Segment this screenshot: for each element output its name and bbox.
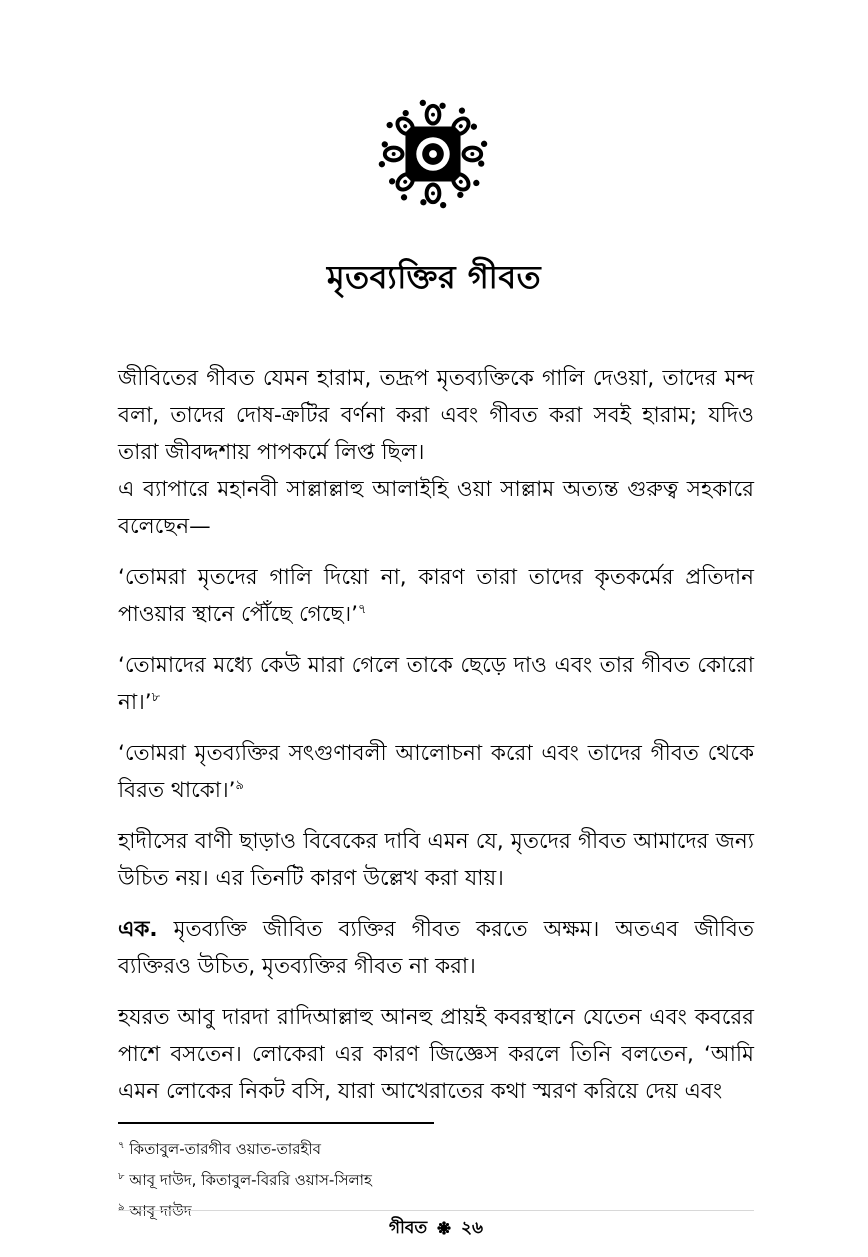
- paragraph: হযরত আবু দারদা রাদিআল্লাহু আনহু প্রায়ই কবরস্থানে যেতেন এবং কবরের পাশে বসতেন। লোকেরা এর কারণ জিজ্ঞেস করলে তিনি বলতেন, ‘আমি এমন লোকের নিকট বসি, যারা আখেরাতের কথা স্মরণ করিয়ে দেয় এবং: [118, 1005, 754, 1104]
- chapter-title: মৃতব্যক্তির গীবত: [326, 258, 542, 296]
- footnote-number: ৮: [118, 1171, 125, 1182]
- footnote-number: ৯: [118, 1202, 125, 1213]
- reason-number: এক.: [118, 917, 158, 942]
- footnote-divider: [118, 1122, 434, 1124]
- floral-ornament-icon: [374, 95, 492, 213]
- page-number: ২৬: [460, 1218, 484, 1238]
- paragraph: জীবিতের গীবত যেমন হারাম, তদ্রূপ মৃতব্যক্তিকে গালি দেওয়া, তাদের মন্দ বলা, তাদের দোষ-ক্রটির বর্ণনা করা এবং গীবত করা সবই হারাম; যদিও তারা জীবদ্দশায় পাপকর্মে লিপ্ত ছিল।: [118, 366, 754, 465]
- body-text: [118, 360, 754, 1110]
- paragraph: [118, 911, 754, 985]
- quote-text: ‘তোমরা মৃতব্যক্তির সৎগুণাবলী আলোচনা করো এবং তাদের গীবত থেকে বিরত থাকো।’: [118, 741, 754, 803]
- hadith-quote: [118, 735, 754, 809]
- paragraph: হাদীসের বাণী ছাড়াও বিবেকের দাবি এমন যে, মৃতদের গীবত আমাদের জন্য উচিত নয়। এর তিনটি কারণ উল্লেখ করা যায়।: [118, 829, 754, 891]
- reason-text: মৃতব্যক্তি জীবিত ব্যক্তির গীবত করতে অক্ষম। অতএব জীবিত ব্যক্তিরও উচিত, মৃতব্যক্তির গীবত না করা।: [118, 917, 754, 979]
- footnote-ref: ৭: [357, 601, 367, 617]
- quote-text: ‘তোমাদের মধ্যে কেউ মারা গেলে তাকে ছেড়ে দাও এবং তার গীবত কোরো না।’: [118, 653, 754, 715]
- footnote-number: ৭: [118, 1140, 125, 1151]
- paragraph: এ ব্যাপারে মহানবী সাল্লাল্লাহু আলাইহি ওয়া সাল্লাম অত্যন্ত গুরুত্ব সহকারে বলেছেন—: [118, 477, 754, 539]
- hadith-quote: [118, 647, 754, 721]
- quote-text: ‘তোমরা মৃতদের গালি দিয়ো না, কারণ তারা তাদের কৃতকর্মের প্রতিদান পাওয়ার স্থানে পৌঁছে গেছে।’: [118, 565, 754, 627]
- footnote: [118, 1132, 754, 1163]
- flower-bullet-icon: [437, 1221, 451, 1235]
- hadith-quote: [118, 559, 754, 633]
- running-title: গীবত: [388, 1218, 428, 1238]
- footnote: [118, 1163, 754, 1194]
- footnote-text: কিতাবুল-তারগীব ওয়াত-তারহীব: [124, 1140, 321, 1158]
- footnote-text: আবূ দাউদ: [124, 1202, 192, 1220]
- footnote-ref: ৮: [151, 689, 161, 705]
- page-footer: [118, 1210, 754, 1243]
- footnote-text: আবূ দাউদ, কিতাবুল-বিররি ওয়াস-সিলাহ: [124, 1171, 372, 1189]
- footnote-ref: ৯: [235, 777, 244, 793]
